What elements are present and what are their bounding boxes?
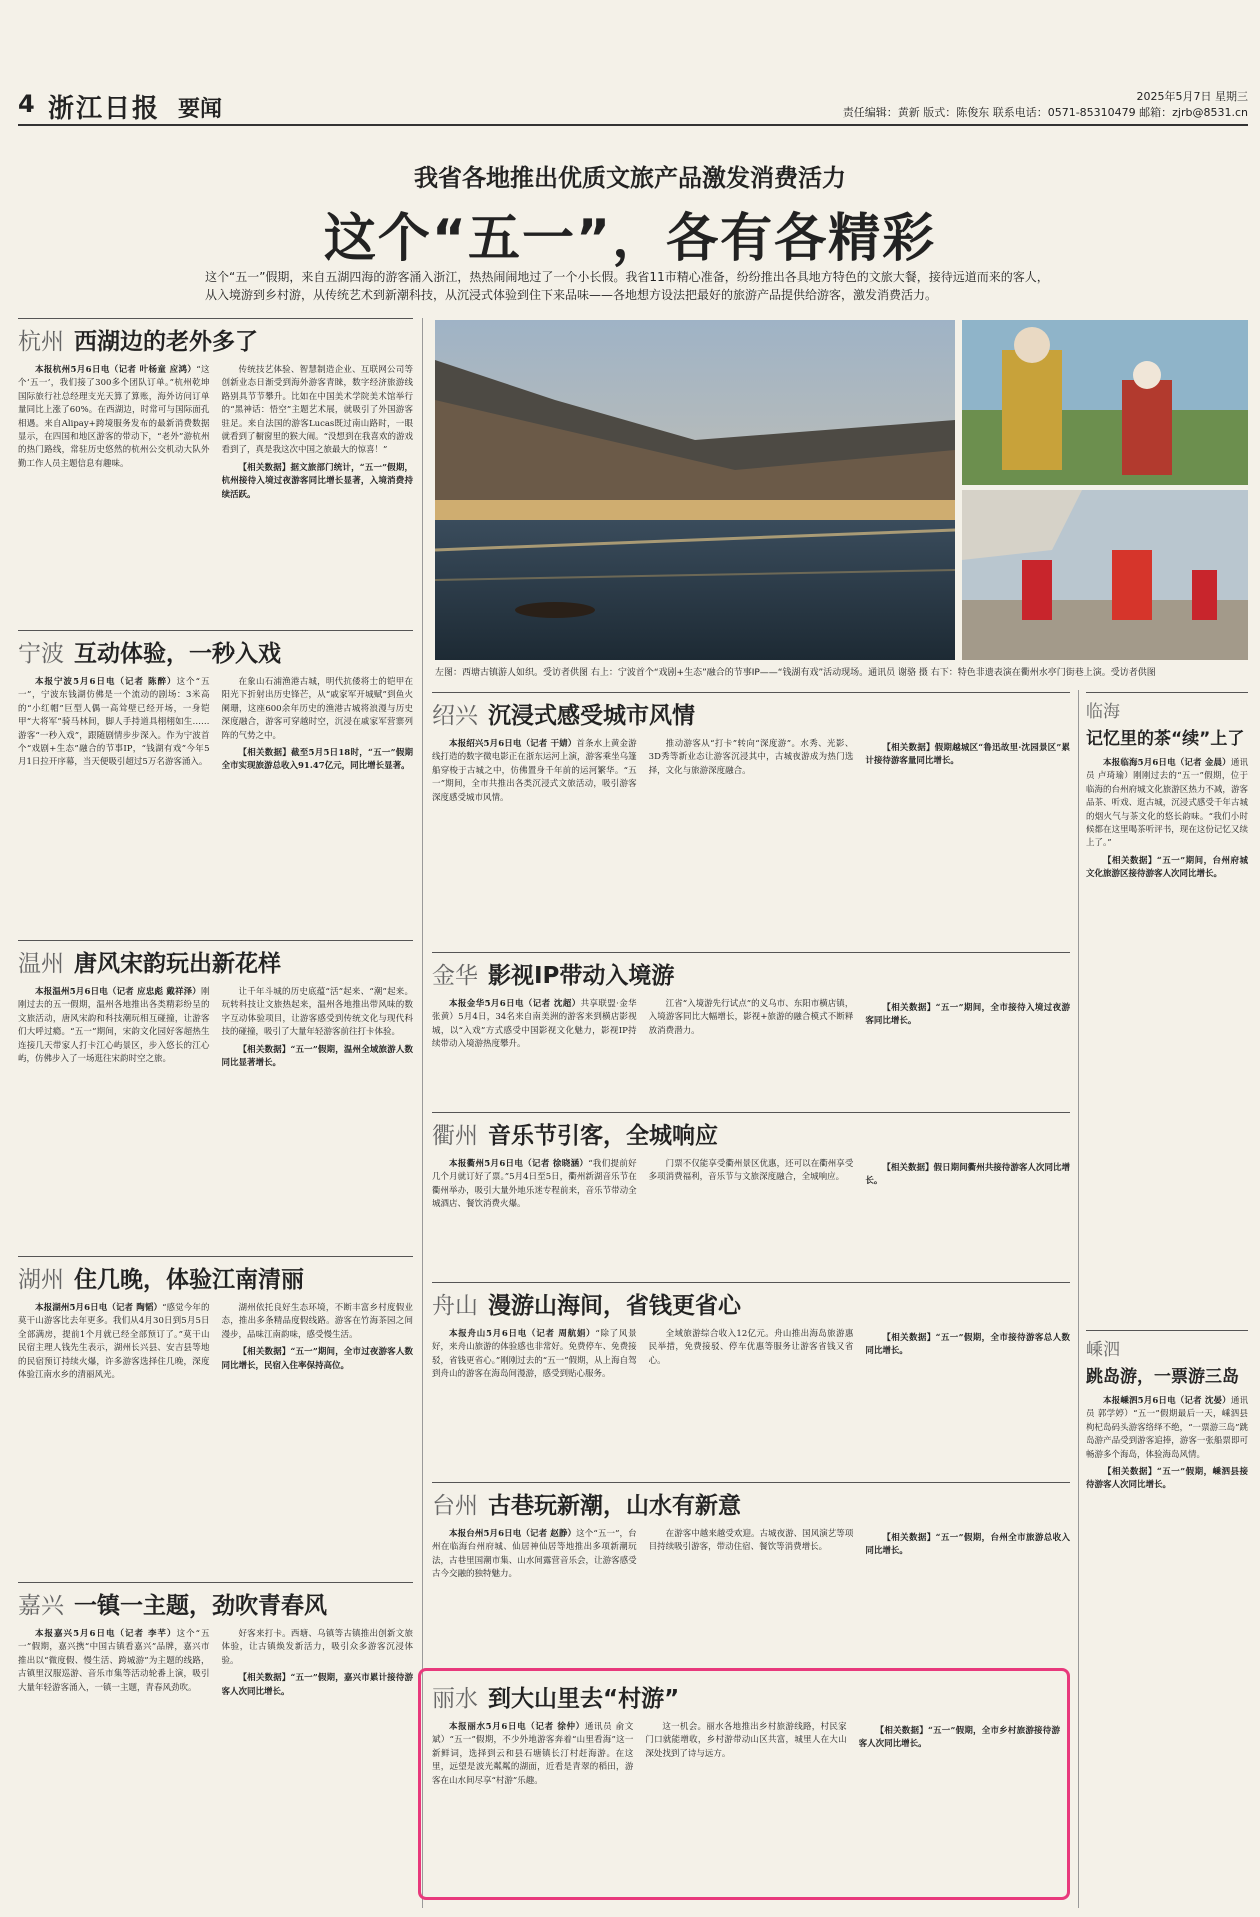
article-title: 漫游山海间，省钱更省心	[488, 1293, 741, 1319]
article-text: 通讯员 郭学婷）“五一”假期最后一天，嵊泗县枸杞岛码头游客络绎不绝，“一票游三岛”跳岛游产品受到游客追捧，游客一张船票即可畅游多个海岛，体验海岛风情。	[1086, 1396, 1248, 1460]
headline-main: 这个“五一”，各有各精彩	[323, 209, 937, 269]
photo-caption: 左图：西塘古镇游人如织。受访者供图 右上：宁波首个“戏剧+生态”融合的节事IP——“钱湖有戏”活动现场。通讯员 谢骆 摄 右下：特色非遗表演在衢州水亭门街巷上演。受访者供图	[435, 668, 1156, 678]
related-data: 【相关数据】“五一”假期，嵊泗县接待游客人次同比增长。	[1086, 1467, 1248, 1491]
article-text: 湖州依托良好生态环境，不断丰富乡村度假业态，推出多条精品度假线路。游客在竹海茶园之间漫步，品味江南韵味，感受慢生活。	[221, 1303, 413, 1340]
related-data: 【相关数据】“五一”假期，台州全市旅游总收入同比增长。	[865, 1533, 1071, 1557]
article-text: 全域旅游综合收入12亿元。舟山推出海岛旅游惠民举措，免费接驳、停车优惠等服务让游客省钱又省心。	[648, 1329, 854, 1366]
related-data: 【相关数据】“五一”期间，台州府城文化旅游区接待游客人次同比增长。	[1086, 855, 1248, 880]
article-text: “感觉今年的莫干山游客比去年更多。我们从4月30日到5月5日全部满房，提前1个月就已经全部预订了。”莫干山民宿主理人钱先生表示，湖州长兴县、安吉县等地的民宿预订持续火爆，许多游客选择住几晚，深度体验江南水乡的清丽风光。	[18, 1303, 210, 1381]
column-divider	[1078, 690, 1079, 1908]
article-lead: 本报绍兴5月6日电（记者 干婧）	[449, 739, 577, 749]
article-title: 影视IP带动入境游	[488, 963, 675, 989]
article-title: 唐风宋韵玩出新花样	[74, 951, 281, 977]
article-text: 好客来打卡。西塘、乌镇等古镇推出创新文旅体验，让古镇焕发新活力，吸引众多游客沉浸体验。	[221, 1629, 413, 1666]
highlight-frame	[418, 1668, 1070, 1900]
article-zhoushan	[432, 1282, 1070, 1472]
article-text: “这个‘五一’，我们接了300多个团队订单。”杭州乾坤国际旅行社总经理支光天算了算账，海外访问订单量同比上涨了60%。在西湖边，时常可与国际面孔相遇。来自Alipay+跨境服务发布的最新消费数据显示，在四国和地区游客的带动下，“老外”游杭州的热门路线，常驻历史悠然的杭州公交机动大队外勤工作人员主题信息有趣味。	[18, 365, 210, 469]
article-title: 音乐节引客，全城响应	[488, 1123, 718, 1149]
article-city: 湖州	[18, 1267, 64, 1293]
article-text: 门票不仅能享受衢州景区优惠，还可以在衢州享受多项消费福利，音乐节与文旅深度融合，全城响应。	[648, 1159, 854, 1183]
related-data: 【相关数据】“五一”假期，嘉兴市累计接待游客人次同比增长。	[221, 1673, 413, 1697]
related-data: 【相关数据】“五一”期间，全市过夜游客人数同比增长，民宿入住率保持高位。	[221, 1347, 413, 1371]
photo-xitang	[435, 320, 955, 660]
article-linhai	[1086, 692, 1248, 1312]
page-number: 4	[18, 90, 35, 118]
article-lead: 本报嘉兴5月6日电（记者 李芊）	[35, 1629, 177, 1639]
related-data: 【相关数据】“五一”假期，全市接待游客总人数同比增长。	[865, 1333, 1071, 1357]
article-title: 西湖边的老外多了	[74, 329, 258, 355]
article-city: 丽水	[432, 1686, 478, 1712]
article-lead: 本报湖州5月6日电（记者 陶韬）	[35, 1303, 163, 1313]
article-city: 温州	[18, 951, 64, 977]
article-text: 这个“五一”假期，嘉兴携“中国古镇看嘉兴”品牌，嘉兴市推出以“微度假、慢生活、跨城游”为主题的线路，古镇里汉服巡游、音乐市集等活动轮番上演，吸引大量年轻游客涌入，一镇一主题，青春风劲吹。	[18, 1629, 210, 1693]
article-lead: 本报台州5月6日电（记者 赵静）	[449, 1529, 577, 1539]
issue-date: 2025年5月7日 星期三	[1136, 90, 1248, 103]
masthead	[18, 88, 1248, 126]
article-lead: 本报宁波5月6日电（记者 陈醉）	[35, 677, 177, 687]
article-wenzhou	[18, 940, 413, 1240]
article-ningbo	[18, 630, 413, 930]
article-city: 杭州	[18, 329, 64, 355]
article-city: 宁波	[18, 641, 64, 667]
article-title: 一镇一主题，劲吹青春风	[74, 1593, 327, 1619]
headline-intro: 这个“五一”假期，来自五湖四海的游客涌入浙江，热热闹闹地过了一个小长假。我省11市精心准备，纷纷推出各具地方特色的文旅大餐，接待远道而来的客人，从入境游到乡村游，从传统艺术到新潮科技，从沉浸式体验到住下来品味——各地想方设法把最好的旅游产品提供给游客，激发消费活力。	[205, 270, 1049, 302]
article-text: 在象山石浦渔港古城，明代抗倭将士的铠甲在阳光下折射出历史锋芒，从“戚家军开城赋”到鱼火阑珊，这座600余年历史的渔港古城将浪漫与历史深度融合，游客可穿越时空，沉浸在戚家军营寨列阵的气势之中。	[221, 677, 413, 741]
article-shaoxing	[432, 692, 1070, 942]
article-lead: 本报温州5月6日电（记者 应忠彪 戴祥泽）	[35, 987, 201, 997]
ningbo-theatre-illustration	[962, 320, 1248, 485]
editor-line: 责任编辑：黄新 版式：陈俊东 联系电话：0571-85310479 邮箱：zjrb@8531.cn	[842, 106, 1248, 119]
article-city: 衢州	[432, 1123, 478, 1149]
article-text: 通讯员 俞文斌）“五一”假期，不少外地游客奔着“山里看海”这一新鲜词，选择到云和县石塘镇长汀村赶海游。在这里，远望是波光粼粼的湖面，近看是青翠的稻田，游客在山水间尽享“村游”乐趣。	[432, 1722, 634, 1786]
article-quzhou	[432, 1112, 1070, 1272]
article-title: 住几晚，体验江南清丽	[74, 1267, 304, 1293]
article-lead: 本报嵊泗5月6日电（记者 沈晏）	[1103, 1396, 1231, 1406]
related-data: 【相关数据】“五一”假期，温州全域旅游人数同比显著增长。	[221, 1044, 413, 1069]
article-lead: 本报丽水5月6日电（记者 徐仲）	[449, 1722, 585, 1732]
article-title: 到大山里去“村游”	[488, 1686, 680, 1712]
article-title: 记忆里的茶“续”上了	[1086, 729, 1245, 749]
paper-name: 浙江日报	[48, 94, 161, 124]
article-text: 首条水上黄金游线打造的数字微电影正在浙东运河上演，游客乘坐乌篷船穿梭于古城之中，仿佛置身千年前的运河繁华。“五一”期间，全市共推出各类沉浸式文旅活动，吸引游客深度感受城市风情。	[432, 739, 637, 803]
article-text: 推动游客从“打卡”转向“深度游”。水秀、光影、3D秀等新业态让游客沉浸其中，古城夜游成为热门选择，文化与旅游深度融合。	[648, 739, 854, 776]
related-data: 【相关数据】据文旅部门统计，“五一”假期，杭州接待入境过夜游客同比增长显著，入境消费持续活跃。	[221, 462, 413, 500]
photo-ningbo-theatre	[962, 320, 1248, 485]
article-text: 这个“五一”，宁波东钱湖仿佛是一个流动的剧场：3米高的“小红帽”巨型人偶一高耸壁已经开场，一身铠甲“大将军”骑马林间，脚人手持道具栩栩如生……游客“一秒入戏”，跟随剧情步步深入。作为宁波首个“戏剧+生态”融合的节事IP，“钱湖有戏”今年5月1日拉开序幕，当天便吸引超过5万名游客涌入。	[18, 677, 210, 768]
article-city: 嘉兴	[18, 1593, 64, 1619]
article-jiaxing	[18, 1582, 413, 1902]
related-data: 【相关数据】“五一”期间，全市接待入境过夜游客同比增长。	[865, 1003, 1071, 1027]
article-text: 这个“五一”，台州在临海台州府城、仙居神仙居等地推出多项新潮玩法，古巷里国潮市集、山水间露营音乐会，让游客感受古今交融的独特魅力。	[432, 1529, 637, 1580]
related-data: 【相关数据】截至5月5日18时，“五一”假期全市实现旅游总收入91.47亿元，同比增长显著。	[221, 748, 413, 772]
article-text: 在游客中越来越受欢迎。古城夜游、国风演艺等项目持续吸引游客，带动住宿、餐饮等消费增长。	[648, 1529, 854, 1553]
article-title: 沉浸式感受城市风情	[488, 703, 695, 729]
article-huzhou	[18, 1256, 413, 1566]
article-city: 台州	[432, 1493, 478, 1519]
related-data: 【相关数据】假日期间衢州共接待游客人次同比增长。	[865, 1163, 1071, 1187]
article-text: 传统技艺体验、智慧制造企业、互联网公司等创新业态日渐受到海外游客青睐，数字经济旅游线路别具节节攀升。比如在中国美术学院美术馆举行的“黑神话：悟空”主题艺术展，就吸引了外国游客驻足。来自法国的游客Lucas既过南山路时，一眼就看到了橱窗里的猴大闹。“没想到在我喜欢的游戏看到了，真是我这次中国之旅最大的惊喜！”	[221, 365, 413, 456]
article-hangzhou	[18, 318, 413, 618]
article-text: 这一机会。丽水各地推出乡村旅游线路，村民家门口就能增收，乡村游带动山区共富，城里人在大山深处找到了诗与远方。	[645, 1722, 847, 1759]
article-text: “除了风景好，来舟山旅游的体验感也非常好。免费停车、免费接驳，省钱更省心。”刚刚过去的“五一”假期，从上海自驾到舟山的游客在海岛间漫游，感受到贴心服务。	[432, 1329, 637, 1380]
article-city: 金华	[432, 963, 478, 989]
article-text: 共享联盟·金华 张黄）5月4日，34名来自南美洲的游客来到横店影视城，以“入戏”方式感受中国影视文化魅力，影视IP持续带动入境游热度攀升。	[432, 999, 637, 1050]
article-taizhou	[432, 1482, 1070, 1662]
article-lead: 本报杭州5月6日电（记者 叶杨童 应鸿）	[35, 365, 197, 375]
article-city: 嵊泗	[1086, 1340, 1120, 1360]
article-jinhua	[432, 952, 1070, 1102]
article-lead: 本报临海5月6日电（记者 金晨）	[1103, 758, 1231, 768]
article-text: 江省“入境游先行试点”的义乌市、东阳市横店镇，入境游客同比大幅增长，影视+旅游的融合模式不断释放消费潜力。	[648, 999, 854, 1036]
quzhou-performance-illustration	[962, 490, 1248, 660]
article-text: 刚刚过去的五一假期，温州各地推出各类精彩纷呈的文旅活动，唐风宋韵和科技潮玩相互碰撞，让游客们大呼过瘾。“五一”期间，宋韵文化园好客超热生连接几天带家人打卡江心屿景区，步入悠长的江心屿，仿佛步入了一场逛往宋韵时空之旅。	[18, 987, 210, 1065]
article-lead: 本报舟山5月6日电（记者 周航娟）	[449, 1329, 596, 1339]
article-text: 通讯员 卢琦瑜）刚刚过去的“五一”假期，位于临海的台州府城文化旅游区热力不减，游客品茶、听戏、逛古城，沉浸式感受千年古城的烟火气与茶文化的悠长韵味。“我们小时候都在这里喝茶听评书，现在这份记忆又续上了。”	[1086, 758, 1248, 849]
xitang-town-illustration	[435, 320, 955, 660]
section-name: 要闻	[178, 97, 223, 122]
photo-quzhou-performance	[962, 490, 1248, 660]
article-city: 临海	[1086, 702, 1120, 722]
article-city: 舟山	[432, 1293, 478, 1319]
article-title: 互动体验，一秒入戏	[74, 641, 281, 667]
related-data: 【相关数据】“五一”假期，全市乡村旅游接待游客人次同比增长。	[858, 1726, 1060, 1750]
article-text: “我们提前好几个月就订好了票。”5月4日至5日，衢州新湖音乐节在衢州举办，吸引大量外地乐迷专程前来，音乐节带动全城酒店、餐饮消费火爆。	[432, 1159, 637, 1210]
article-lead: 本报金华5月6日电（记者 沈超）	[449, 999, 581, 1009]
article-city: 绍兴	[432, 703, 478, 729]
article-title: 跳岛游，一票游三岛	[1086, 1367, 1239, 1387]
article-shengsi	[1086, 1330, 1248, 1900]
related-data: 【相关数据】假期越城区“鲁迅故里·沈园景区”累计接待游客量同比增长。	[865, 743, 1071, 767]
headline-kicker: 我省各地推出优质文旅产品激发消费活力	[414, 164, 846, 192]
article-title: 古巷玩新潮，山水有新意	[488, 1493, 741, 1519]
article-text: 让千年斗城的历史底蕴“活”起来、“潮”起来。玩转科技让文旅热起来，温州各地推出带风味的数字互动体验项目，让游客感受到传统文化与现代科技的碰撞，吸引了大量年轻游客前往打卡体验。	[221, 987, 413, 1038]
article-lead: 本报衢州5月6日电（记者 徐晓涵）	[449, 1159, 589, 1169]
